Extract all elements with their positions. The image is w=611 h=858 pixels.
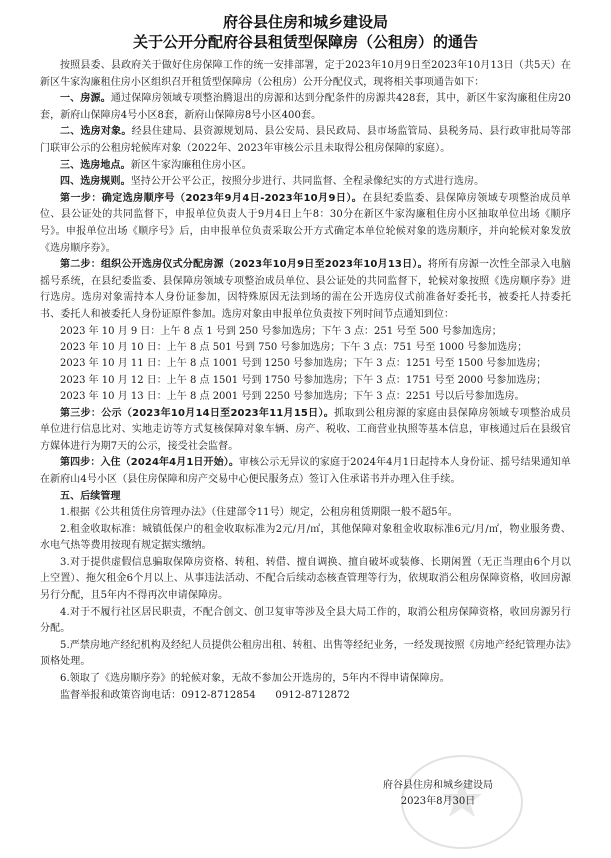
management-item: 3.对于提供虚假信息骗取保障房资格、转租、转借、擅自调换、擅自破坏或装修、长期闲置（无正当理由6个月以上空置）、拖欠租金6个月以上、从事违法活动、不配合后续动态核查管理等行为，依规取消公租房保障资格，收回房源另行分配，且5年内不得再次申请保障房。 [40, 556, 571, 602]
section-applicants-body: 经县住建局、县资源规划局、县公安局、县民政局、县市场监管局、县税务局、县行政审批局等部门联审公示的公租房轮候库对象（2022年、2023年审核公示且未取得公租房保障的家庭）。 [40, 126, 571, 154]
step1-body: 在县纪委监委、县保障房领域专项整治成员单位、县公证处的共同监督下，申报单位负责人于9月4日上午8：30分在新区牛家沟廉租住房小区抽取单位出场《顺序号》。申报单位出场《顺序号》后，由申报单位负责采取公开方式确定本单位轮候对象的选房顺序，并向轮候对象发放《选房顺序券》。 [40, 192, 571, 254]
schedule-line: 2023 年 10 月 12 日：上午 8 点 1501 号到 1750 号参加选房；下午 3 点：1751 号至 2000 号参加选房； [60, 374, 547, 386]
section-rules [40, 174, 571, 191]
step2-heading: 第二步：组织公开选房仪式分配房源（2023年10月9日至2023年10月13日）。 [60, 259, 428, 271]
doc-title-line1: 府谷县住房和城乡建设局 [222, 13, 388, 31]
schedule-line: 2023 年 10 月 10 日：上午 8 点 501 号到 750 号参加选房；下午 3 点：751 号至 1000 号参加选房； [60, 341, 528, 353]
signature-block [353, 778, 523, 810]
section-location [40, 158, 571, 175]
section-management-heading: 五、后续管理 [60, 490, 121, 502]
hotline-line: 监督举报和政策咨询电话：0912-8712854 0912-8712872 [60, 689, 351, 701]
step1-paragraph [40, 191, 571, 257]
section-rules-body: 坚持公开公平公正，按照分步进行、共同监督、全程录像纪实的方式进行选房。 [130, 176, 485, 188]
signing-organization: 府谷县住房和城乡建设局 [383, 780, 493, 791]
section-housing-body: 通过保障房领域专项整治腾退出的房源和达到分配条件的房源共428套，其中，新区牛家沟廉租住房20套，新府山保障房4号小区8套，新府山保障房8号小区400套。 [40, 93, 572, 121]
section-housing-heading: 一、房源。 [60, 93, 111, 105]
signing-date: 2023年8月30日 [400, 796, 476, 807]
step3-paragraph [40, 406, 571, 456]
section-housing [40, 91, 571, 124]
section-applicants-heading: 二、选房对象。 [60, 126, 132, 138]
management-item: 6.领取了《选房顺序券》的轮候对象，无故不参加公开选房的，5年内不得申请保障房。 [60, 673, 450, 685]
step4-heading: 第四步：入住（2024年4月1日开始）。 [60, 457, 239, 469]
management-item: 4.对于不履行社区居民职责，不配合创文、创卫复审等涉及全县大局工作的，取消公租房保障资格，收回房源另行分配。 [40, 606, 571, 635]
schedule-list [40, 324, 571, 406]
schedule-line: 2023 年 10 月 13 日：上午 8 点 2001 号到 2250 号参加选房；下午 3 点：2251 号以后号参加选房。 [60, 391, 525, 403]
management-item: 1.根据《公共租赁住房管理办法》（住建部令11号）规定，公租房租赁期限一般不超5年。 [60, 507, 458, 519]
schedule-line: 2023 年 10 月 11 日：上午 8 点 1001 号到 1250 号参加选房；下午 3 点：1251 号至 1500 号参加选房； [60, 358, 547, 370]
step3-heading: 第三步：公示（2023年10月14日至2023年11月15日）。 [60, 407, 335, 419]
management-item: 2.租金收取标准：城镇低保户的租金收取标准为2元/月/㎡，其他保障对象租金收取标准6元/月/㎡，物业服务费、水电气热等费用按现有规定据实缴纳。 [40, 523, 571, 552]
step1-heading: 第一步：确定选房顺序号（2023年9月4日-2023年10月9日）。 [60, 192, 363, 204]
section-rules-heading: 四、选房规则。 [60, 176, 131, 188]
section-location-body: 新区牛家沟廉租住房小区。 [130, 159, 252, 171]
doc-title-line2: 关于公开分配府谷县租赁型保障房（公租房）的通告 [132, 33, 478, 51]
step3-body: 抓取到公租房源的家庭由县保障房领域专项整治成员单位进行信息比对、实地走访等方式复核保障对象车辆、房产、税收、工商营业执照等基本信息，审核通过后在县级官方媒体进行为期7天的公示，接受社会监督。 [40, 407, 571, 452]
schedule-line: 2023 年 10 月 9 日：上午 8 点 1 号到 250 号参加选房；下午 3 点：251 号至 500 号参加选房； [60, 325, 502, 337]
step2-body: 将所有房源一次性全部录入电脑摇号系统，在县纪委监委、县保障房领域专项整治成员单位、县公证处的共同监督下，轮候对象按照《选房顺序券》进行选房。选房对象需持本人身份证参加，因特殊原因无法到场的需在公开选房仪式前准备好委托书，被委托人持委托书、委托人和被委托人身份证原件参加。选房对象由申报单位负责按下列时间节点通知到位： [40, 259, 571, 320]
intro-paragraph: 按照县委、县政府关于做好住房保障工作的统一安排部署，定于2023年10月9日至2023年10月13日（共5天）在新区牛家沟廉租住房小区组织召开租赁型保障房（公租房）公开分配仪式，现将相关事项通告如下： [40, 60, 571, 88]
section-location-heading: 三、选房地点。 [60, 159, 131, 171]
management-item: 5.严禁房地产经纪机构及经纪人员提供公租房出租、转租、出售等经纪业务，一经发现按照《房地产经纪管理办法》顶格处理。 [40, 639, 571, 668]
step2-paragraph [40, 257, 571, 323]
step4-body: 审核公示无异议的家庭于2024年4月1日起持本人身份证、摇号结果通知单在新府山4号小区（县住房保障和房产交易中心便民服务点）签订入住承诺书并办理入住手续。 [40, 457, 571, 485]
step4-paragraph [40, 455, 571, 488]
section-applicants [40, 124, 571, 157]
